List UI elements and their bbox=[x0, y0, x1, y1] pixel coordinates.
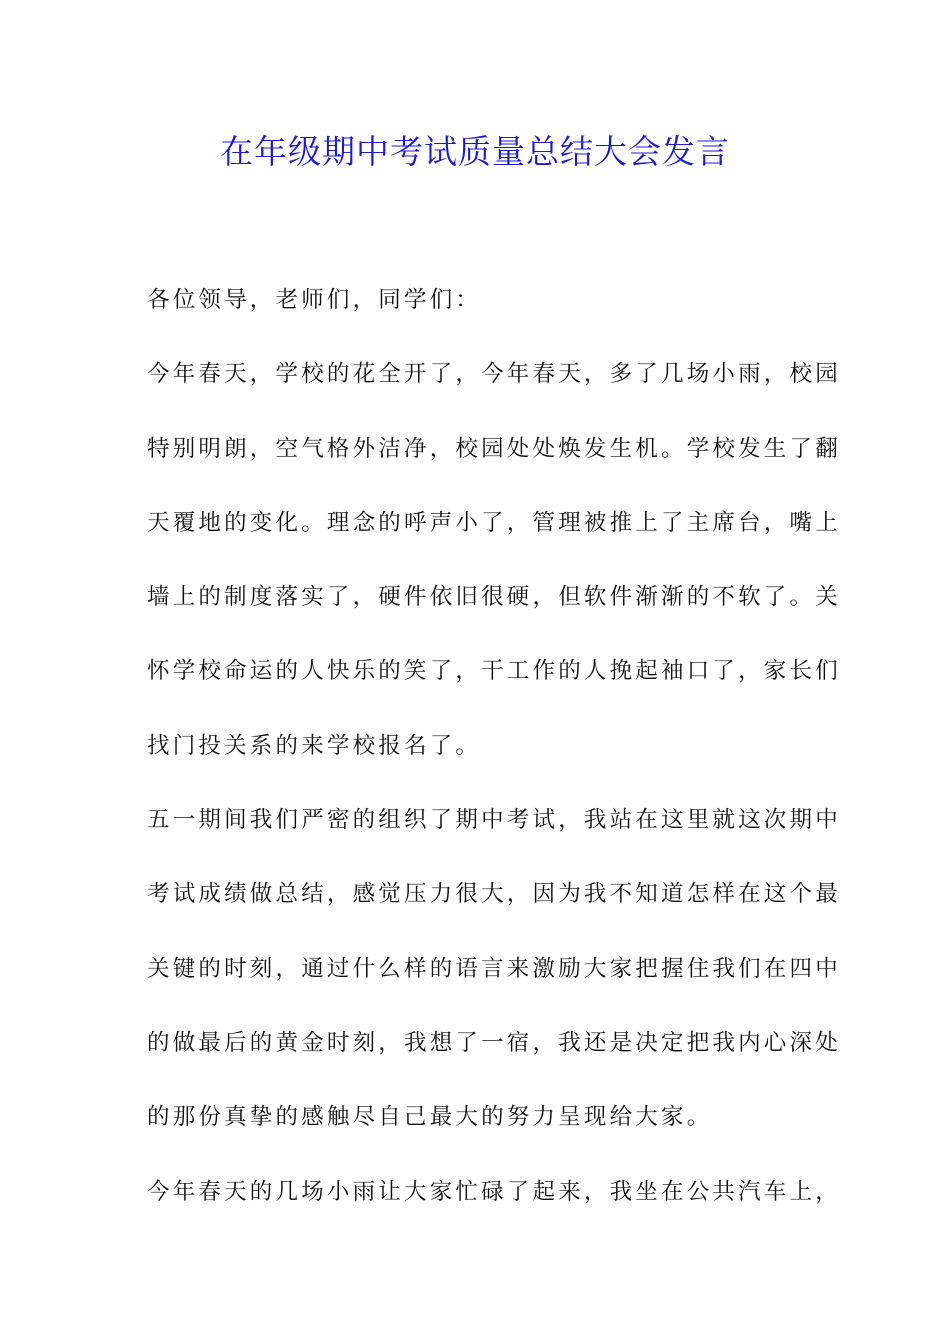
body-line: 的那份真挚的感触尽自己最大的努力呈现给大家。 bbox=[147, 1104, 713, 1131]
body-line: 今年春天，学校的花全开了，今年春天，多了几场小雨，校园 bbox=[147, 361, 841, 388]
body-line: 天覆地的变化。理念的呼声小了，管理被推上了主席台，嘴上 bbox=[147, 509, 841, 536]
body-line: 五一期间我们严密的组织了期中考试，我站在这里就这次期中 bbox=[147, 807, 841, 834]
document-body bbox=[147, 263, 841, 1229]
document-title: 在年级期中考试质量总结大会发言 bbox=[220, 132, 730, 171]
salutation-line: 各位领导，老师们，同学们： bbox=[147, 287, 482, 313]
body-line: 怀学校命运的人快乐的笑了，干工作的人挽起袖口了，家长们 bbox=[147, 658, 841, 685]
body-line: 特别明朗，空气格外洁净，校园处处焕发生机。学校发生了翻 bbox=[147, 435, 841, 462]
body-line: 关键的时刻，通过什么样的语言来激励大家把握住我们在四中 bbox=[147, 955, 841, 982]
body-line: 的做最后的黄金时刻，我想了一宿，我还是决定把我内心深处 bbox=[147, 1029, 841, 1056]
body-line: 墙上的制度落实了，硬件依旧很硬，但软件渐渐的不软了。关 bbox=[147, 584, 841, 611]
body-line: 今年春天的几场小雨让大家忙碌了起来，我坐在公共汽车上， bbox=[147, 1178, 841, 1205]
body-line: 找门投关系的来学校报名了。 bbox=[147, 732, 482, 759]
body-line: 考试成绩做总结，感觉压力很大，因为我不知道怎样在这个最 bbox=[147, 881, 841, 908]
